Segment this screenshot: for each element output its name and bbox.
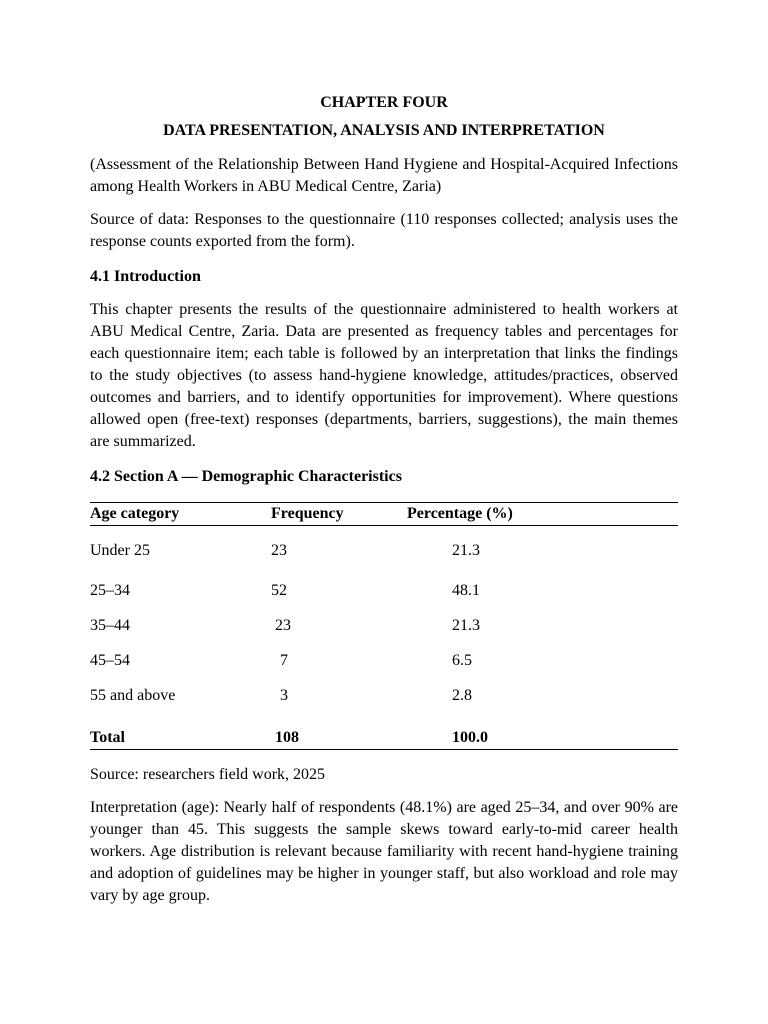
header-age-category: Age category (90, 503, 271, 526)
header-percentage: Percentage (%) (407, 503, 678, 526)
table-row (90, 573, 678, 608)
table-total-row (90, 713, 678, 750)
frequency-cell: 23 (275, 616, 291, 634)
intro-heading: 4.1 Introduction (90, 268, 201, 285)
table-row (90, 678, 678, 713)
section-a-heading: 4.2 Section A — Demographic Characteristics (90, 468, 402, 485)
frequency-cell: 23 (271, 542, 287, 559)
percentage-cell: 6.5 (452, 651, 472, 669)
age-category-cell: 35–44 (90, 616, 130, 634)
document-page (90, 92, 678, 907)
assessment-paragraph: (Assessment of the Relationship Between Hand Hygiene and Hospital-Acquired Infections among Health Workers in ABU Medical Centre, Zaria) (90, 156, 678, 195)
frequency-cell: 3 (280, 686, 288, 704)
chapter-subtitle: DATA PRESENTATION, ANALYSIS AND INTERPRETATION (163, 122, 605, 139)
percentage-cell: 21.3 (452, 542, 480, 559)
age-category-cell: 45–54 (90, 651, 130, 669)
intro-paragraph: This chapter presents the results of the questionnaire administered to health workers at ABU Medical Centre, Zaria. Data are presented as frequency tables and percentages for each questionnaire item; each table is followed by an interpretation that links the findings to the study objectives (to assess hand-hygiene knowledge, attitudes/practices, observed outcomes and barriers, and to identify opportunities for improvement). Where questions allowed open (free-text) responses (departments, barriers, suggestions), the main themes are summarized. (90, 301, 678, 450)
interpretation-paragraph: Interpretation (age): Nearly half of respondents (48.1%) are aged 25–34, and over 90% are younger than 45. This suggests the sample skews toward early-to-mid career health workers. Age distribution is relevant because familiarity with recent hand-hygiene training and adoption of guidelines may be higher in younger staff, but also workload and role may vary by age group. (90, 799, 678, 904)
frequency-cell: 7 (280, 651, 288, 669)
table-source-note: Source: researchers field work, 2025 (90, 766, 326, 783)
percentage-cell: 48.1 (452, 581, 480, 599)
table-row (90, 526, 678, 574)
total-frequency-cell: 108 (271, 713, 407, 750)
age-category-cell: 55 and above (90, 686, 176, 704)
source-of-data-paragraph: Source of data: Responses to the questionnaire (110 responses collected; analysis uses the response counts exported from the form). (90, 211, 678, 250)
chapter-title: CHAPTER FOUR (320, 94, 448, 111)
percentage-cell: 21.3 (452, 616, 480, 634)
total-label-cell: Total (90, 713, 271, 750)
age-category-cell: 25–34 (90, 581, 130, 599)
percentage-cell: 2.8 (452, 686, 472, 704)
total-percentage-cell: 100.0 (407, 713, 678, 750)
table-header-row (90, 503, 678, 526)
table-row (90, 643, 678, 678)
frequency-cell: 52 (271, 581, 287, 599)
table-row (90, 608, 678, 643)
age-frequency-table (90, 502, 678, 750)
age-category-cell: Under 25 (90, 542, 150, 559)
header-frequency: Frequency (271, 503, 407, 526)
